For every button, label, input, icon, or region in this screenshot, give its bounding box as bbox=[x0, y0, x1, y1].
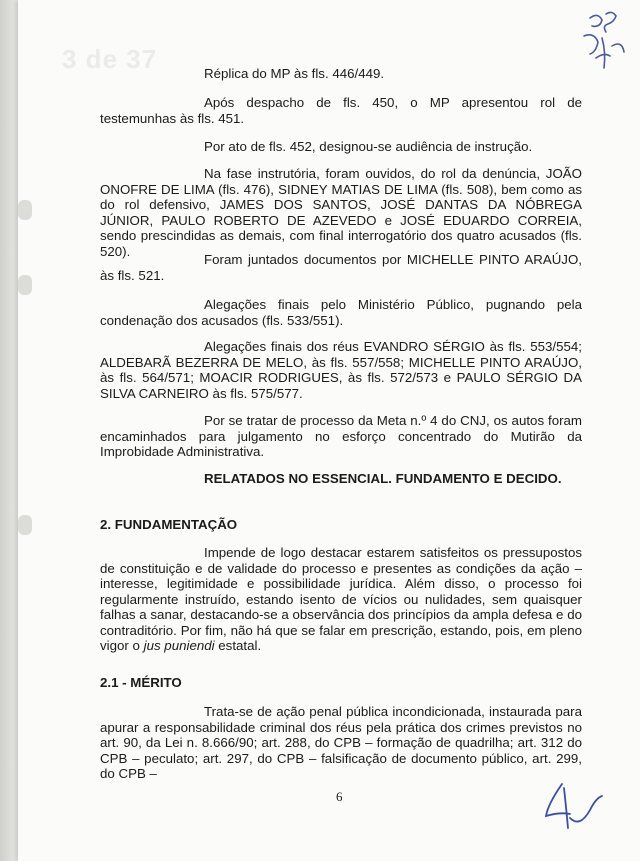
fundamentacao-text: Impende de logo destacar estarem satisfeitos os pressupostos de constituição e de validade do processo e presentes as condições da ação – interesse, legitimidade e possibilidade jurídica. Além disso, o processo foi regularmente instruído, estando isento de vícios ou nulidades, sem quaisquer falhas a sanar, destacando-se a observância dos princípios da ampla defesa e do contraditório. Por fim, não há que se falar em prescrição, estando, pois, em pleno vigor o bbox=[100, 545, 582, 653]
watermark: 3 de 37 bbox=[62, 44, 158, 74]
fundamentacao-text-end: estatal. bbox=[214, 638, 262, 653]
paragraph-meta-cnj: Por se tratar de processo da Meta n.º 4 do CNJ, os autos foram encaminhados para julgamento no esforço concentrado do Mutirão da Improbidade Administrativa. bbox=[100, 413, 582, 459]
page-stamp-handwritten bbox=[576, 6, 632, 81]
paragraph-replica: Réplica do MP às fls. 446/449. bbox=[204, 66, 385, 81]
paragraph-documentos: Foram juntados documentos por MICHELLE PINTO ARAÚJO, às fls. 521. bbox=[100, 252, 582, 283]
relatados-heading: RELATADOS NO ESSENCIAL. FUNDAMENTO E DECIDO. bbox=[204, 471, 562, 486]
paragraph-fundamentacao bbox=[100, 545, 582, 654]
paragraph-alegacoes-reus: Alegações finais dos réus EVANDRO SÉRGIO às fls. 553/554; ALDEBARÃ BEZERRA DE MELO, às fls. 557/558; MICHELLE PINTO ARAÚJO, às fls. 564/571; MOACIR RODRIGUES, às fls. 572/573 e PAULO SÉRGIO DA SILVA CARNEIRO às fls. 575/577. bbox=[100, 339, 582, 401]
binder-hole bbox=[18, 515, 32, 535]
binder-hole bbox=[18, 275, 32, 295]
section-2-1-heading: 2.1 - MÉRITO bbox=[100, 675, 182, 690]
section-2-heading: 2. FUNDAMENTAÇÃO bbox=[100, 517, 238, 532]
binder-hole bbox=[18, 200, 32, 220]
paragraph-despacho: Após despacho de fls. 450, o MP apresentou rol de testemunhas às fls. 451. bbox=[100, 95, 582, 126]
paragraph-alegacoes-mp: Alegações finais pelo Ministério Público, pugnando pela condenação dos acusados (fls. 533/551). bbox=[100, 297, 582, 328]
page-number: 6 bbox=[336, 789, 343, 804]
handwritten-initials bbox=[540, 778, 610, 853]
paragraph-merito: Trata-se de ação penal pública incondicionada, instaurada para apurar a responsabilidade criminal dos réus pela prática dos crimes previstos no art. 90, da Lei n. 8.666/90; art. 288, do CPB – formação de quadrilha; art. 312 do CPB – peculato; art. 297, do CPB – falsificação de documento público, art. 299, do CPB – bbox=[100, 704, 582, 781]
scanner-edge bbox=[0, 0, 18, 861]
paragraph-audiencia: Por ato de fls. 452, designou-se audiência de instrução. bbox=[204, 139, 533, 154]
paragraph-instrucao: Na fase instrutória, foram ouvidos, do rol da denúncia, JOÃO ONOFRE DE LIMA (fls. 476), SIDNEY MATIAS DE LIMA (fls. 508), bem como as do rol defensivo, JAMES DOS SANTOS, JOSÉ DANTAS DA NÓBREGA JÚNIOR, PAULO ROBERTO DE AZEVEDO e JOSÉ EDUARDO CORREIA, sendo prescindidas as demais, com final interrogatório dos quatro acusados (fls. 520). bbox=[100, 166, 582, 259]
jus-puniendi-italic: jus puniendi bbox=[143, 638, 215, 653]
